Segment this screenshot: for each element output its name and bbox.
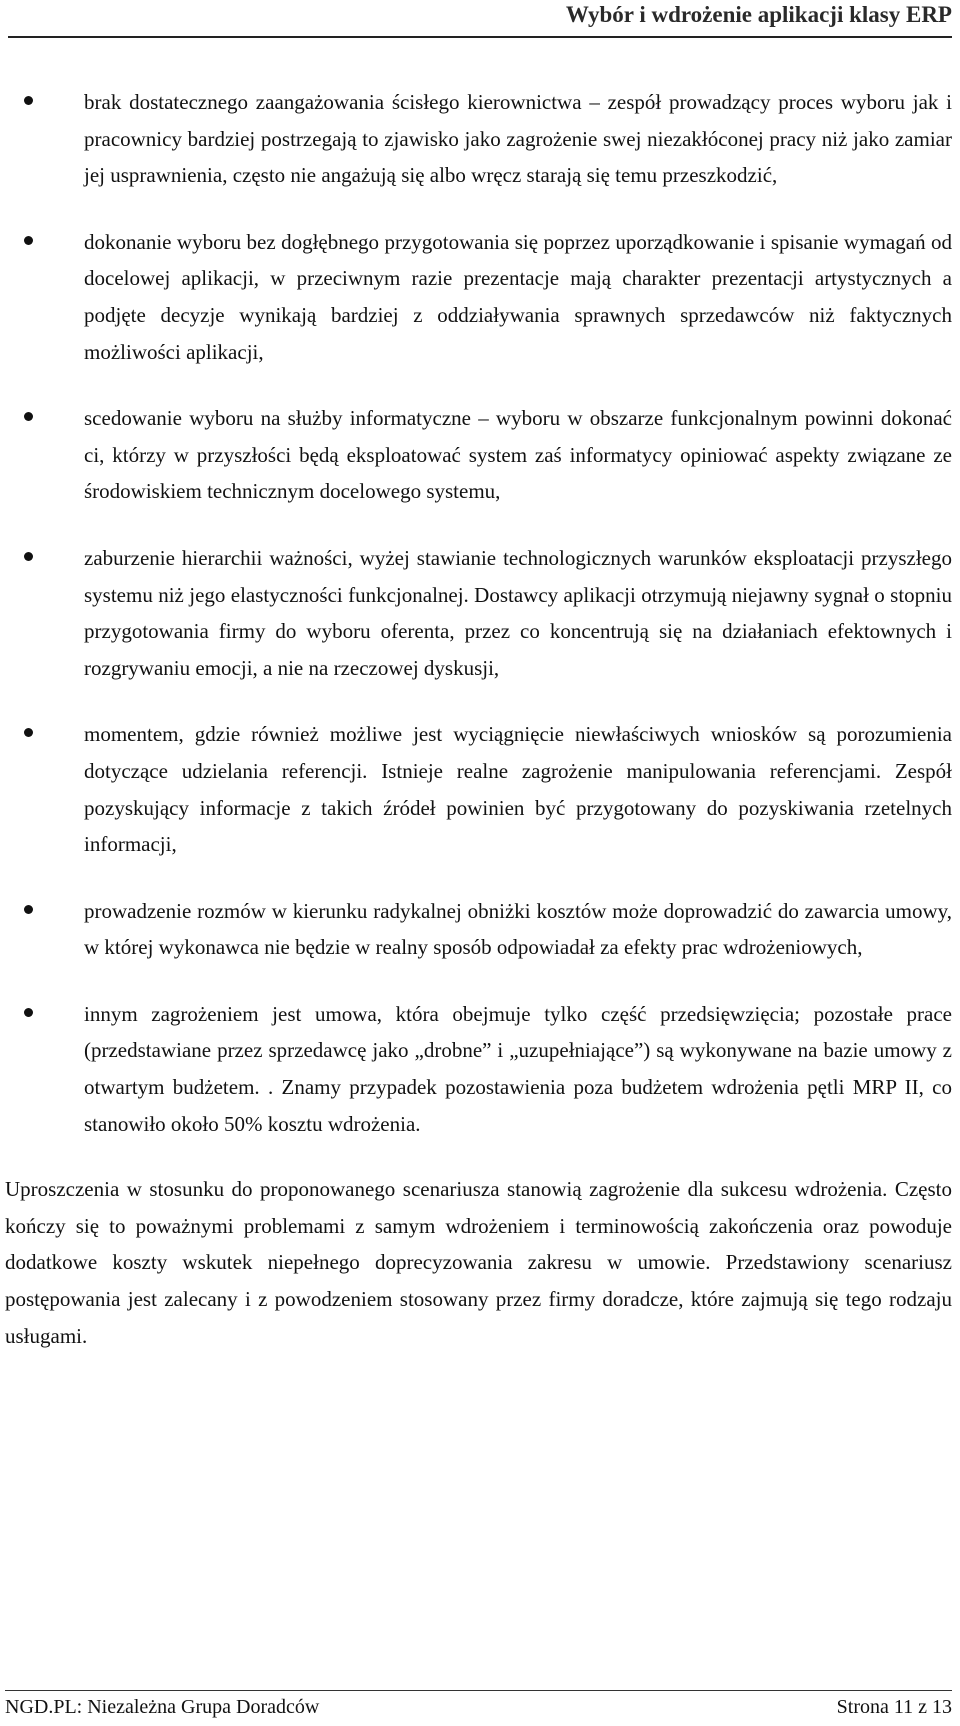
list-item xyxy=(84,540,952,686)
bullet-icon xyxy=(24,905,33,914)
list-item-text: prowadzenie rozmów w kierunku radykalnej obniżki kosztów może doprowadzić do zawarcia umowy, w której wykonawca nie będzie w realny sposób odpowiadał za efekty prac wdrożeniowych, xyxy=(84,898,952,960)
bullet-icon xyxy=(24,552,33,561)
list-item-text: innym zagrożeniem jest umowa, która obejmuje tylko część przedsięwzięcia; pozostałe prace (przedstawiane przez sprzedawcę jako „drobne” i „uzupełniające”) są wykonywane na bazie umowy z otwartym budżetem. . Znamy przypadek pozostawienia poza budżetem wdrożenia pętli MRP II, co stanowiło około 50% kosztu wdrożenia. xyxy=(84,1001,952,1136)
list-item xyxy=(84,716,952,862)
bullet-icon xyxy=(24,412,33,421)
page-content xyxy=(0,84,960,1354)
list-item xyxy=(84,400,952,510)
list-item xyxy=(84,84,952,194)
footer-rule xyxy=(5,1690,952,1691)
body-paragraph: Uproszczenia w stosunku do proponowanego scenariusza stanowią zagrożenie dla sukcesu wdrożenia. Często kończy się to poważnymi problemami z samym wdrożeniem i terminowością zakończenia oraz powoduje dodatkowe koszty wskutek niepełnego doprecyzowania zakresu w umowie. Przedstawiony scenariusz postępowania jest zalecany i z powodzeniem stosowany przez firmy doradcze, które zajmują się tego rodzaju usługami. xyxy=(5,1177,952,1348)
page-header xyxy=(0,0,960,44)
list-item-text: dokonanie wyboru bez dogłębnego przygotowania się poprzez uporządkowanie i spisanie wymagań od docelowej aplikacji, w przeciwnym razie prezentacje mają charakter prezentacji artystycznych a podjęte decyzje wynikają bardziej z oddziaływania sprawnych sprzedawców niż faktycznych możliwości aplikacji, xyxy=(84,229,952,364)
bullet-icon xyxy=(24,728,33,737)
bullet-icon xyxy=(24,96,33,105)
footer-company: NGD.PL: Niezależna Grupa Doradców xyxy=(5,1696,320,1718)
bullet-icon xyxy=(24,1008,33,1017)
list-item xyxy=(84,893,952,966)
header-rule xyxy=(8,36,952,38)
bullet-icon xyxy=(24,236,33,245)
list-item-text: zaburzenie hierarchii ważności, wyżej stawianie technologicznych warunków eksploatacji przyszłego systemu niż jego elastyczności funkcjonalnej. Dostawcy aplikacji otrzymują niejawny sygnał o stopniu przygotowania firmy do wyboru oferenta, przez co koncentrują się na działaniach efektownych i rozgrywaniu emocji, a nie na rzeczowej dyskusji, xyxy=(84,545,952,680)
list-item-text: scedowanie wyboru na służby informatyczne – wyboru w obszarze funkcjonalnym powinni dokonać ci, którzy w przyszłości będą eksploatować system zaś informatycy opiniować aspekty związane ze środowiskiem technicznym docelowego systemu, xyxy=(84,406,952,504)
list-item xyxy=(84,996,952,1142)
page-footer xyxy=(0,1690,960,1726)
bullet-list xyxy=(0,84,960,1142)
document-title: Wybór i wdrożenie aplikacji klasy ERP xyxy=(565,2,952,27)
list-item-text: momentem, gdzie również możliwe jest wyciągnięcie niewłaściwych wniosków są porozumienia dotyczące udzielania referencji. Istnieje realne zagrożenie manipulowania referencjami. Zespół pozyskujący informacje z takich źródeł powinien być przygotowany do pozyskiwania rzetelnych informacji, xyxy=(84,722,952,857)
list-item xyxy=(84,224,952,370)
list-item-text: brak dostatecznego zaangażowania ścisłego kierownictwa – zespół prowadzący proces wyboru jak i pracownicy bardziej postrzegają to zjawisko jako zagrożenie swej niezakłóconej pracy niż jako zamiar jej usprawnienia, często nie angażują się albo wręcz starają się temu przeszkodzić, xyxy=(84,90,952,188)
page-number: Strona 11 z 13 xyxy=(836,1696,952,1718)
